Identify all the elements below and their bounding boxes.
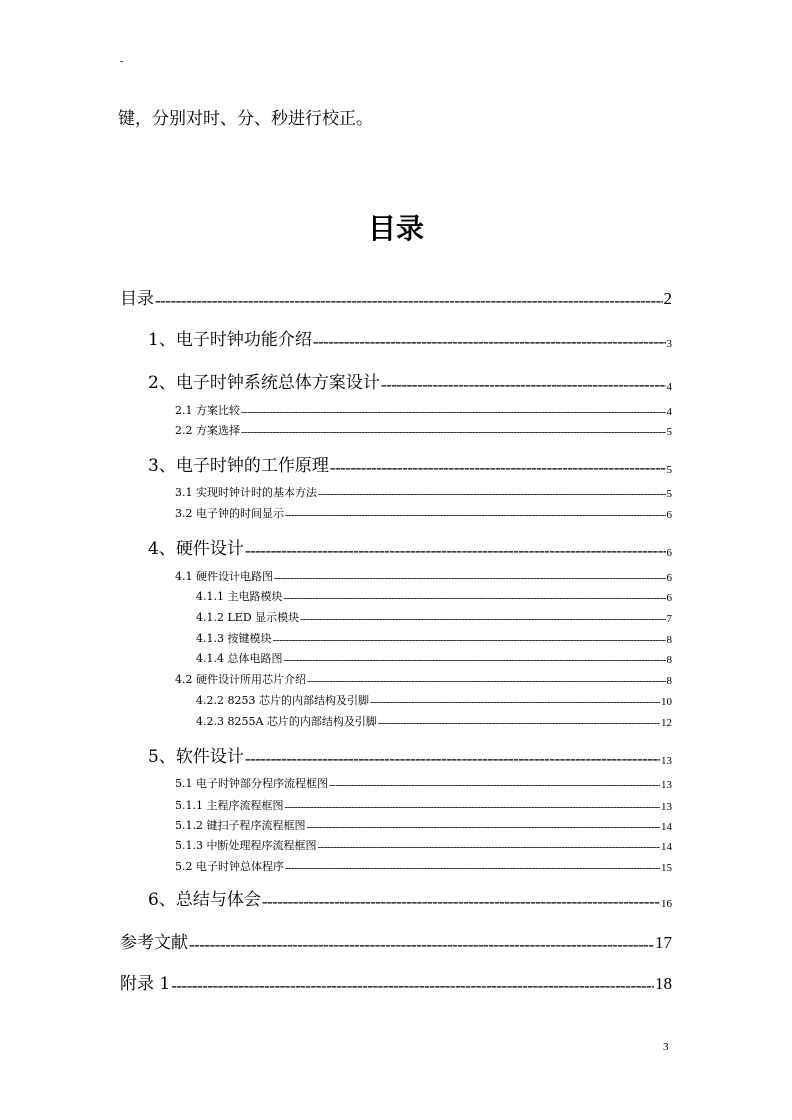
toc-entry-page: 5 [666,464,672,476]
toc-entry-label: 3、电子时钟的工作原理 [148,456,329,476]
toc-dot-leader [241,427,666,438]
toc-entry-page: 5 [666,488,672,500]
toc-dot-leader [300,614,665,625]
toc-entry[interactable] [175,484,672,500]
toc-entry-page: 14 [661,841,672,853]
toc-entry-label: 4、硬件设计 [148,539,244,559]
header-mark: - [120,56,124,67]
toc-entry-page: 4 [666,406,672,418]
toc-entry-page: 6 [666,572,672,584]
toc-dot-leader [284,593,666,604]
toc-entry[interactable] [175,422,672,438]
toc-entry[interactable] [175,797,672,813]
toc-entry[interactable] [196,630,672,646]
toc-entry[interactable] [175,775,672,791]
toc-entry-page: 8 [666,675,672,687]
toc-dot-leader [262,893,660,910]
toc-entry[interactable] [196,713,672,729]
toc-entry-label: 5.2 电子时钟总体程序 [175,860,284,873]
toc-entry[interactable] [196,609,672,625]
toc-entry[interactable] [196,692,672,708]
toc-entry-page: 10 [661,696,672,708]
toc-entry-page: 13 [661,779,672,791]
toc-entry-label: 4.2.2 8253 芯片的内部结构及引脚 [196,694,369,707]
toc-entry-label: 6、总结与体会 [148,890,261,910]
toc-dot-leader [307,822,661,833]
toc-entry-label: 4.2 硬件设计所用芯片介绍 [175,673,306,686]
toc-entry[interactable] [148,325,672,350]
toc-dot-leader [273,635,666,646]
toc-dot-leader [378,718,660,729]
toc-entry-page: 5 [666,426,672,438]
toc-entry-page: 17 [655,933,672,952]
toc-entry[interactable] [175,671,672,687]
toc-entry-page: 14 [661,821,672,833]
toc-entry[interactable] [175,568,672,584]
toc-entry[interactable] [175,402,672,418]
toc-entry-page: 3 [666,338,672,350]
toc-entry-label: 4.1.4 总体电路图 [196,652,283,665]
toc-entry-label: 5.1.2 键扫子程序流程框图 [175,819,306,832]
toc-entry-label: 2.2 方案选择 [175,424,240,437]
toc-entry-page: 6 [666,509,672,521]
toc-entry[interactable] [175,505,672,521]
toc-dot-leader [155,292,663,309]
toc-dot-leader [189,936,654,953]
toc-entry[interactable] [196,650,672,666]
toc-dot-leader [285,510,666,521]
toc-dot-leader [318,489,666,500]
toc-entry-page: 6 [666,547,672,559]
toc-entry-page: 7 [666,613,672,625]
toc-entry-label: 参考文献 [120,933,188,953]
toc-entry[interactable] [148,534,672,559]
toc-dot-leader [285,802,661,813]
intro-paragraph: 键，分别对时、分、秒进行校正。 [118,109,373,129]
toc-entry[interactable] [175,817,672,833]
toc-entry[interactable] [120,969,672,994]
toc-entry-label: 附录 1 [120,974,171,994]
toc-entry-label: 4.1.1 主电路模块 [196,590,283,603]
toc-entry-page: 15 [661,862,672,874]
toc-entry-page: 13 [661,801,672,813]
toc-dot-leader [307,676,666,687]
toc-dot-leader [274,573,666,584]
toc-dot-leader [329,780,660,791]
toc-title: 目录 [367,212,424,245]
toc-entry-page: 18 [655,974,672,993]
toc-entry-page: 13 [661,755,672,767]
toc-entry-label: 4.1.3 按键模块 [196,632,272,645]
toc-entry-label: 3.1 实现时钟计时的基本方法 [175,486,317,499]
toc-entry[interactable] [175,858,672,874]
toc-dot-leader [245,542,666,559]
toc-entry-page: 12 [661,717,672,729]
toc-dot-leader [370,697,660,708]
toc-dot-leader [245,750,660,767]
toc-dot-leader [330,459,666,476]
toc-entry[interactable] [148,742,672,767]
toc-entry[interactable] [148,451,672,476]
toc-entry-label: 3.2 电子钟的时间显示 [175,507,284,520]
toc-entry[interactable] [175,837,672,853]
toc-dot-leader [171,977,654,994]
toc-dot-leader [241,407,666,418]
toc-entry-label: 5.1.3 中断处理程序流程框图 [175,839,317,852]
toc-entry[interactable] [120,928,672,953]
toc-entry[interactable] [148,368,672,393]
toc-entry-label: 5、软件设计 [148,747,244,767]
toc-entry-page: 8 [666,634,672,646]
toc-entry-label: 5.1.1 主程序流程框图 [175,799,284,812]
toc-dot-leader [318,842,661,853]
toc-entry-page: 4 [666,381,672,393]
toc-entry-label: 5.1 电子时钟部分程序流程框图 [175,777,328,790]
toc-entry-label: 4.2.3 8255A 芯片的内部结构及引脚 [196,715,377,728]
toc-entry[interactable] [148,885,672,910]
toc-entry[interactable] [196,588,672,604]
toc-entry-page: 16 [661,898,672,910]
toc-entry-page: 8 [666,654,672,666]
toc-entry-page: 2 [663,289,672,308]
toc-entry-label: 4.1.2 LED 显示模块 [196,611,300,624]
toc-entry-label: 2.1 方案比较 [175,404,240,417]
toc-entry-label: 1、电子时钟功能介绍 [148,330,312,350]
toc-entry-label: 2、电子时钟系统总体方案设计 [148,373,380,393]
toc-entry[interactable] [120,284,672,309]
toc-entry-label: 4.1 硬件设计电路图 [175,570,273,583]
toc-entry-label: 目录 [120,289,154,309]
toc-dot-leader [313,333,666,350]
toc-dot-leader [284,655,666,666]
toc-dot-leader [285,863,660,874]
page-number: 3 [663,1041,669,1053]
toc-entry-page: 6 [666,592,672,604]
toc-dot-leader [381,376,666,393]
